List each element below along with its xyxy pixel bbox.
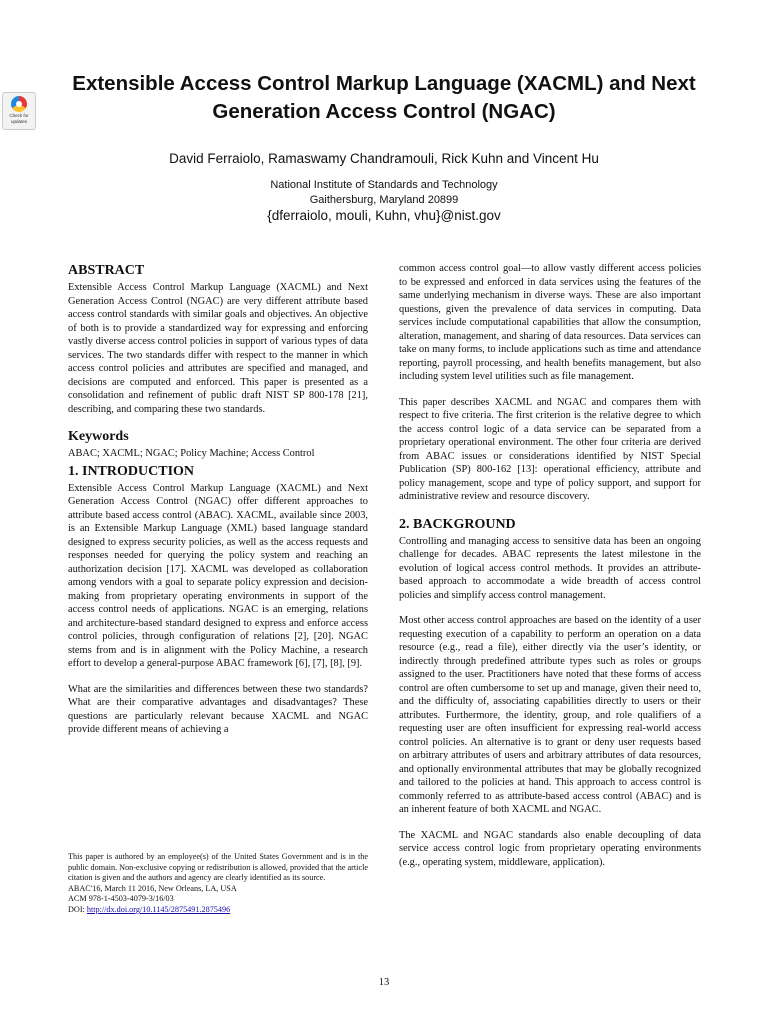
right-column bbox=[399, 262, 701, 881]
affiliation-org: National Institute of Standards and Technology bbox=[270, 179, 498, 191]
abstract-heading: ABSTRACT bbox=[68, 263, 145, 278]
introduction-paragraph-1: Extensible Access Control Markup Language (XACML) and Next Generation Access Control (NGAC) offer different approaches to attribute based access control (ABAC). XACML, available since 2003, is an Extensible Markup Language (XML) based language standard designed to express security policies, as well as the access requests and responses needed for querying the policy system and reaching an authorization decision [17]. XACML was developed as collaboration among vendors with a goal to separate policy expression and decision-making from proprietary operating environments in support of the access control needs of applications. NGAC is an emerging, relations and architecture-based standard designed to express and enforce access control policies, through configuration of relations [2], [20]. NGAC stems from and is in alignment with the Policy Machine, a research effort to develop a general-purpose ABAC framework [6], [7], [8], [9]. bbox=[68, 482, 368, 669]
abstract-text: Extensible Access Control Markup Language (XACML) and Next Generation Access Control (NGAC) are very different attribute based access control standards with similar goals and objectives. An objective of both is to provide a standardized way for expressing and enforcing vastly diverse access control policies in support of various types of data services. The two standards differ with respect to the manner in which access control policies and attributes are specified and managed, and decisions are computed and enforced. This paper is presented as a consolidation and refinement of public draft NIST SP 800-178 [21], describing, and comparing these two standards. bbox=[68, 282, 368, 415]
doi-link[interactable]: http://dx.doi.org/10.1145/2875491.2875496 bbox=[86, 904, 231, 914]
keywords-heading: Keywords bbox=[68, 429, 129, 444]
affiliation-location: Gaithersburg, Maryland 20899 bbox=[309, 194, 459, 206]
author-emails: {dferraiolo, mouli, Kuhn, vhu}@nist.gov bbox=[267, 208, 501, 223]
doi-line bbox=[68, 905, 368, 916]
conference-info: ABAC'16, March 11 2016, New Orleans, LA, USA bbox=[68, 883, 237, 893]
left-column bbox=[68, 262, 368, 749]
introduction-paragraph-2: What are the similarities and differences between these two standards? What are their comparative advantages and disadvantages? These questions are particularly relevant because XACML and NGAC provide different means of achieving a bbox=[68, 683, 368, 735]
paper-title: Extensible Access Control Markup Language (XACML) and Next Generation Access Control (NGAC) bbox=[72, 72, 696, 123]
badge-label-2: updates bbox=[10, 119, 27, 124]
author-list: David Ferraiolo, Ramaswamy Chandramouli, Rick Kuhn and Vincent Hu bbox=[169, 151, 599, 166]
affiliation bbox=[40, 178, 728, 208]
background-paragraph-3: The XACML and NGAC standards also enable decoupling of data service access control logic from proprietary operating environments (e.g., operating system, middleware, application). bbox=[399, 829, 701, 868]
doi-label: DOI: bbox=[68, 904, 87, 914]
introduction-heading: 1. INTRODUCTION bbox=[68, 463, 195, 479]
background-paragraph-1: Controlling and managing access to sensitive data has been an ongoing challenge for decades. ABAC represents the latest milestone in the evolution of logical access control methods. It provides an attribute-based approach to accommodate a wide breadth of access control policies and simplify access control management. bbox=[399, 535, 701, 601]
copyright-footnote bbox=[68, 852, 368, 916]
badge-label-1: Check for bbox=[9, 113, 29, 118]
check-for-updates-icon bbox=[11, 96, 27, 112]
acm-isbn: ACM 978-1-4503-4079-3/16/03 bbox=[68, 894, 174, 904]
introduction-paragraph-3: common access control goal—to allow vastly different access policies to be expressed and enforced in data services using the features of the same underlying mechanism in diverse ways. These are also important questions, given the prevalence of data services in computing. Data services include computational capabilities that allow the consumption, alteration, management, and sharing of data resources. Data services can take on many forms, to include applications such as time and attendance reporting, payroll processing, and health benefits management, but also including system level utilities such as file management. bbox=[399, 263, 701, 382]
background-paragraph-2: Most other access control approaches are based on the identity of a user requesting execution of a capability to perform an operation on a data resource (e.g., read a file), either directly via the user’s identity, or indirectly through predefined attribute types such as roles or groups assigned to the user. Practitioners have noted that these forms of access control are often cumbersome to set up and manage, given their need to, and the difficulty of, associating capabilities directly to users or their attributes. Furthermore, the identity, group, and role qualifiers of a requesting user are often insufficient for expressing real-world access control policies. An alternative is to grant or deny user requests based on arbitrary attributes of users and arbitrary attributes of data resources, and optionally environmental attributes that may be globally recognized and tailored to the policies at hand. This approach to access control is commonly referred to as attribute-based access control (ABAC) and is an inherent feature of both XACML and NGAC. bbox=[399, 615, 701, 815]
page-number: 13 bbox=[378, 977, 390, 988]
check-for-updates-badge[interactable] bbox=[2, 92, 36, 130]
background-heading: 2. BACKGROUND bbox=[399, 516, 516, 532]
keywords-text: ABAC; XACML; NGAC; Policy Machine; Access Control bbox=[68, 448, 315, 459]
public-domain-notice: This paper is authored by an employee(s) of the United States Government and is in the public domain. Non-exclusive copying or redistribution is allowed, provided that the article citation is given and the authors and agency are clearly identified as its source. bbox=[68, 852, 368, 883]
introduction-paragraph-4: This paper describes XACML and NGAC and compares them with respect to five criteria. The first criterion is the relative degree to which the access control logic of a data service can be separated from a proprietary operational environment. The other four criteria are derived from ABAC issues or considerations identified by NIST Special Publication (SP) 800-162 [13]: operational efficiency, attribute and policy management, scope and type of policy support, and support for administrative review and resource discovery. bbox=[399, 396, 701, 502]
